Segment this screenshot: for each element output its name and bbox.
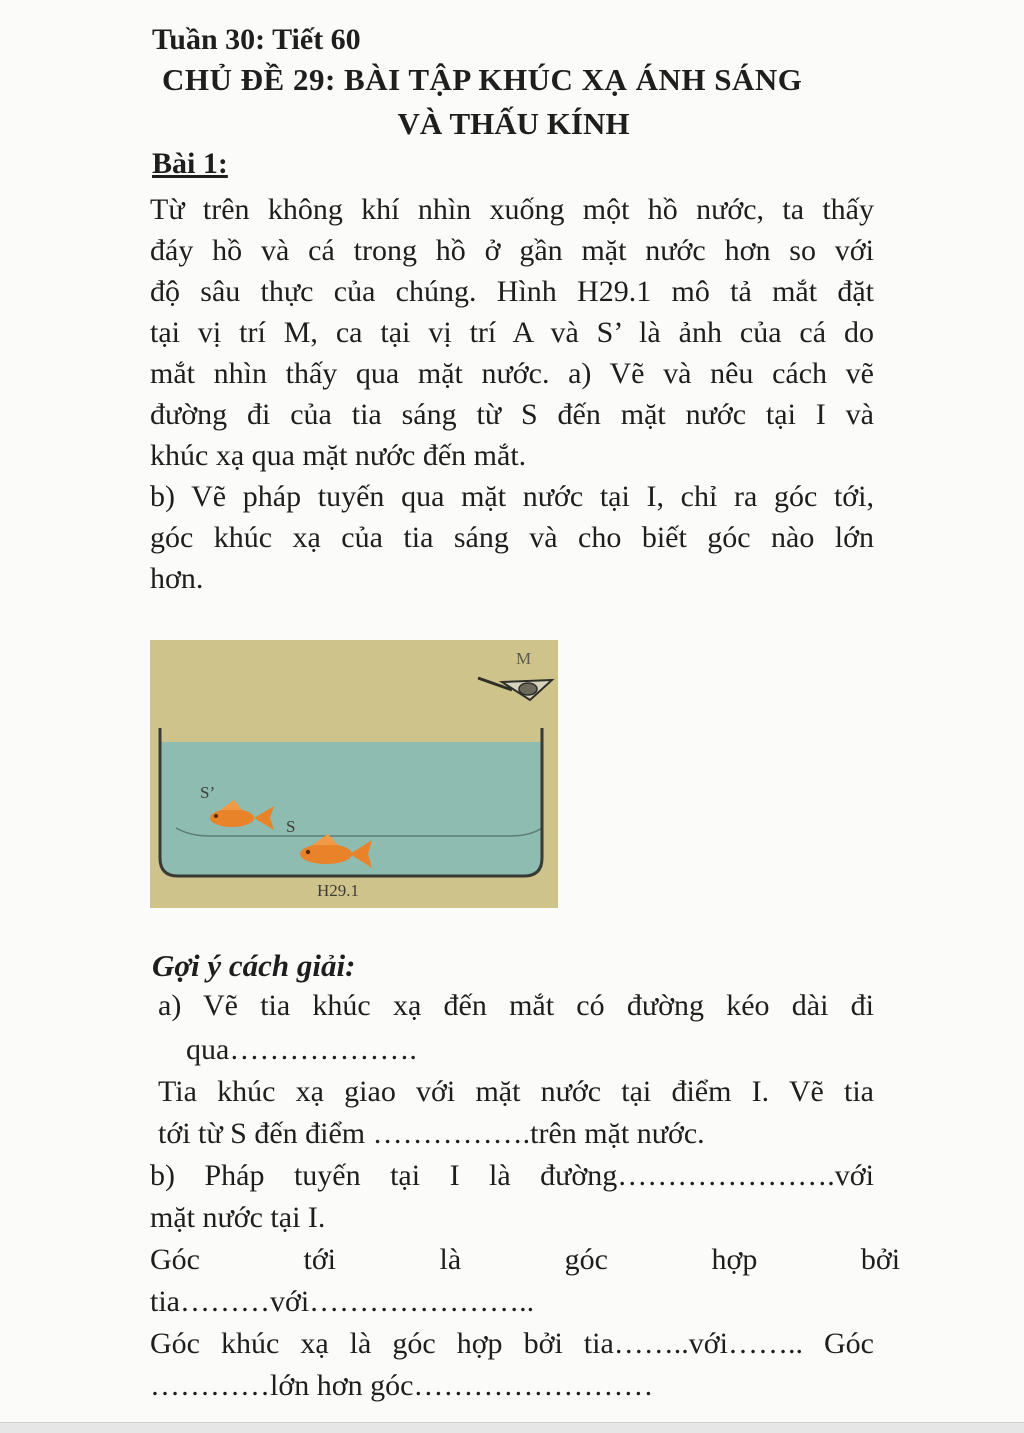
label-s-prime: S’	[200, 783, 216, 802]
hint-line: b) Pháp tuyến tại I là đường………………….với	[150, 1159, 874, 1192]
exercise-line: hơn.	[150, 562, 204, 595]
exercise-line: Từ trên không khí nhìn xuống một hồ nước, ta thấy	[150, 193, 874, 226]
exercise-line: độ sâu thực của chúng. Hình H29.1 mô tả mắt đặt	[150, 275, 874, 308]
hint-line: a) Vẽ tia khúc xạ đến mắt có đường kéo dài đi	[158, 989, 874, 1022]
figure-illustration	[150, 640, 558, 908]
figure-caption: H29.1	[316, 881, 360, 900]
figure-h29-1	[150, 640, 558, 908]
hint-line: Góc tới là góc hợp bởi	[150, 1243, 901, 1276]
hint-line: Tia khúc xạ giao với mặt nước tại điểm I. Vẽ tia	[158, 1075, 874, 1108]
hint-line: …………lớn hơn góc……………………	[150, 1369, 654, 1402]
topic-title-line-2	[0, 106, 1024, 142]
exercise-line: b) Vẽ pháp tuyến qua mặt nước tại I, chỉ ra góc tới,	[150, 480, 874, 513]
topic-title-line-2-text: VÀ THẤU KÍNH	[397, 106, 630, 141]
exercise-line: mắt nhìn thấy qua mặt nước. a) Vẽ và nêu cách vẽ	[150, 357, 874, 390]
exercise-line: đáy hồ và cá trong hồ ở gần mặt nước hơn so với	[150, 234, 874, 267]
exercise-line: góc khúc xạ của tia sáng và cho biết góc nào lớn	[150, 521, 874, 554]
exercise-label: Bài 1:	[152, 147, 228, 180]
hint-line: Góc khúc xạ là góc hợp bởi tia……..với…….. Góc	[150, 1327, 874, 1360]
hint-line: qua……………….	[186, 1033, 417, 1066]
bottom-edge	[0, 1422, 1024, 1433]
label-m: M	[516, 649, 532, 668]
hint-title: Gợi ý cách giải:	[152, 948, 356, 983]
topic-title-line-1: CHỦ ĐỀ 29: BÀI TẬP KHÚC XẠ ÁNH SÁNG	[162, 62, 803, 97]
exercise-line: đường đi của tia sáng từ S đến mặt nước tại I và	[150, 398, 874, 431]
hint-line: tới từ S đến điểm …………….trên mặt nước.	[158, 1117, 705, 1150]
hint-line: mặt nước tại I.	[150, 1201, 326, 1234]
label-s: S	[286, 817, 296, 836]
hint-line: tia………với…………………..	[150, 1285, 535, 1318]
exercise-line: tại vị trí M, ca tại vị trí A và S’ là ảnh của cá do	[150, 316, 874, 349]
exercise-line: khúc xạ qua mặt nước đến mắt.	[150, 439, 527, 472]
week-heading: Tuần 30: Tiết 60	[152, 23, 361, 56]
